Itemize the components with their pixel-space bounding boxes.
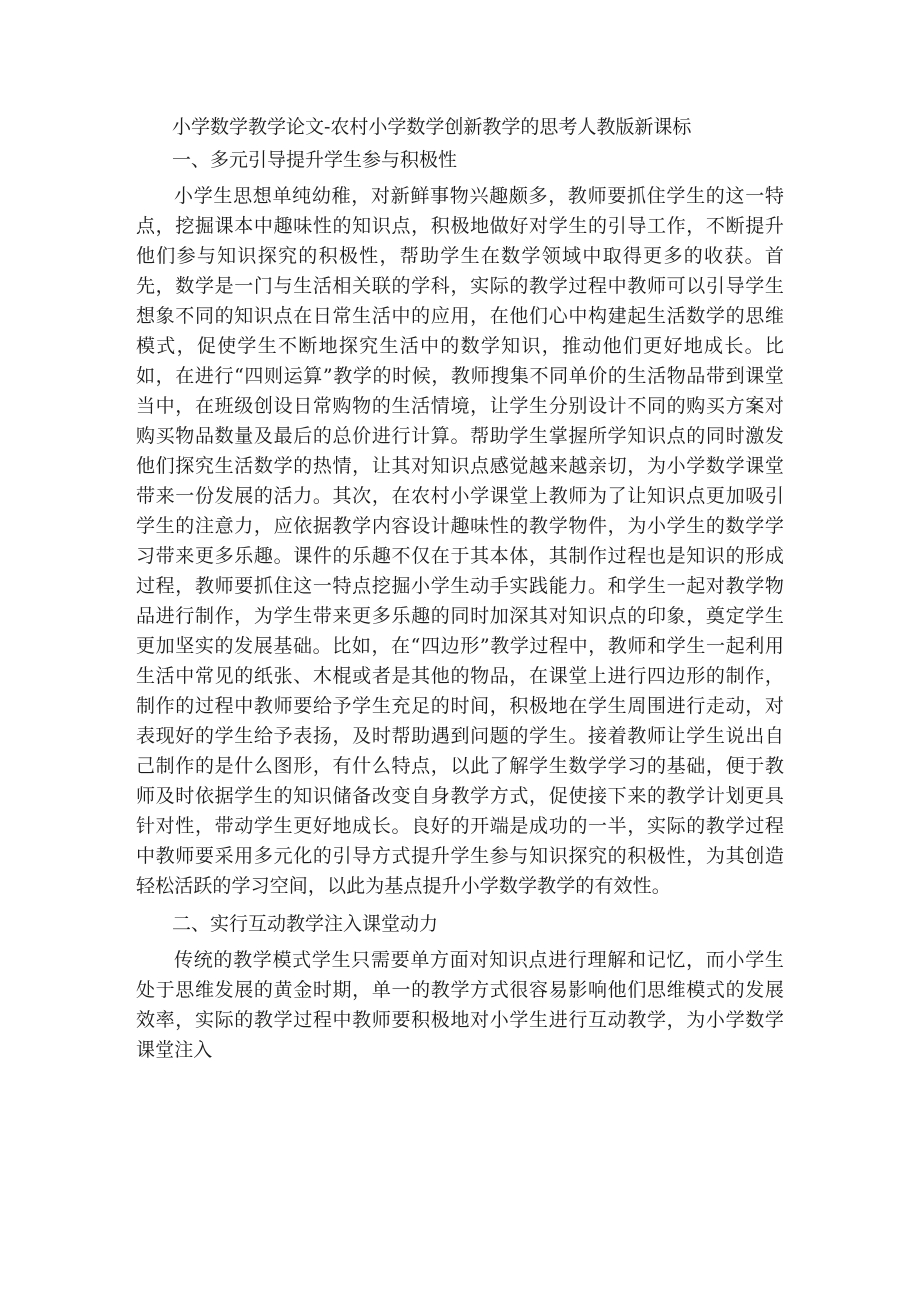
document-title: 小学数学教学论文-农村小学数学创新教学的思考人教版新课标 [172,116,692,138]
document-body [136,112,784,1073]
section-heading-1: 一、多元引导提升学生参与积极性 [172,149,458,171]
section-heading-2: 二、实行互动教学注入课堂动力 [172,913,439,935]
section-1-paragraph: 小学生思想单纯幼稚，对新鲜事物兴趣颇多，教师要抓住学生的这一特点，挖掘课本中趣味性的知识点，积极地做好对学生的引导工作，不断提升他们参与知识探究的积极性，帮助学生在数学领域中取得更多的收获。首先，数学是一门与生活相关联的学科，实际的教学过程中教师可以引导学生想象不同的知识点在日常生活中的应用，在他们心中构建起生活数学的思维模式，促使学生不断地探究生活中的数学知识，推动他们更好地成长。比如，在进行“四则运算”教学的时候，教师搜集不同单价的生活物品带到课堂当中，在班级创设日常购物的生活情境，让学生分别设计不同的购买方案对购买物品数量及最后的总价进行计算。帮助学生掌握所学知识点的同时激发他们探究生活数学的热情，让其对知识点感觉越来越亲切，为小学数学课堂带来一份发展的活力。其次，在农村小学课堂上教师为了让知识点更加吸引学生的注意力，应依据教学内容设计趣味性的教学物件，为小学生的数学学习带来更多乐趣。课件的乐趣不仅在于其本体，其制作过程也是知识的形成过程，教师要抓住这一特点挖掘小学生动手实践能力。和学生一起对教学物品进行制作，为学生带来更多乐趣的同时加深其对知识点的印象，奠定学生更加坚实的发展基础。比如，在“四边形”教学过程中，教师和学生一起利用生活中常见的纸张、木棍或者是其他的物品，在课堂上进行四边形的制作，制作的过程中教师要给予学生充足的时间，积极地在学生周围进行走动，对表现好的学生给予表扬，及时帮助遇到问题的学生。接着教师让学生说出自己制作的是什么图形，有什么特点，以此了解学生数学学习的基础，便于教师及时依据学生的知识储备改变自身教学方式，促使接下来的教学计划更具针对性，带动学生更好地成长。良好的开端是成功的一半，实际的教学过程中教师要采用多元化的引导方式提升学生参与知识探究的积极性，为其创造轻松活跃的学习空间，以此为基点提升小学数学教学的有效性。 [136,185,784,897]
section-2-paragraph: 传统的教学模式学生只需要单方面对知识点进行理解和记忆，而小学生处于思维发展的黄金时期，单一的教学方式很容易影响他们思维模式的发展效率，实际的教学过程中教师要积极地对小学生进行互动教学，为小学数学课堂注入 [136,949,784,1061]
